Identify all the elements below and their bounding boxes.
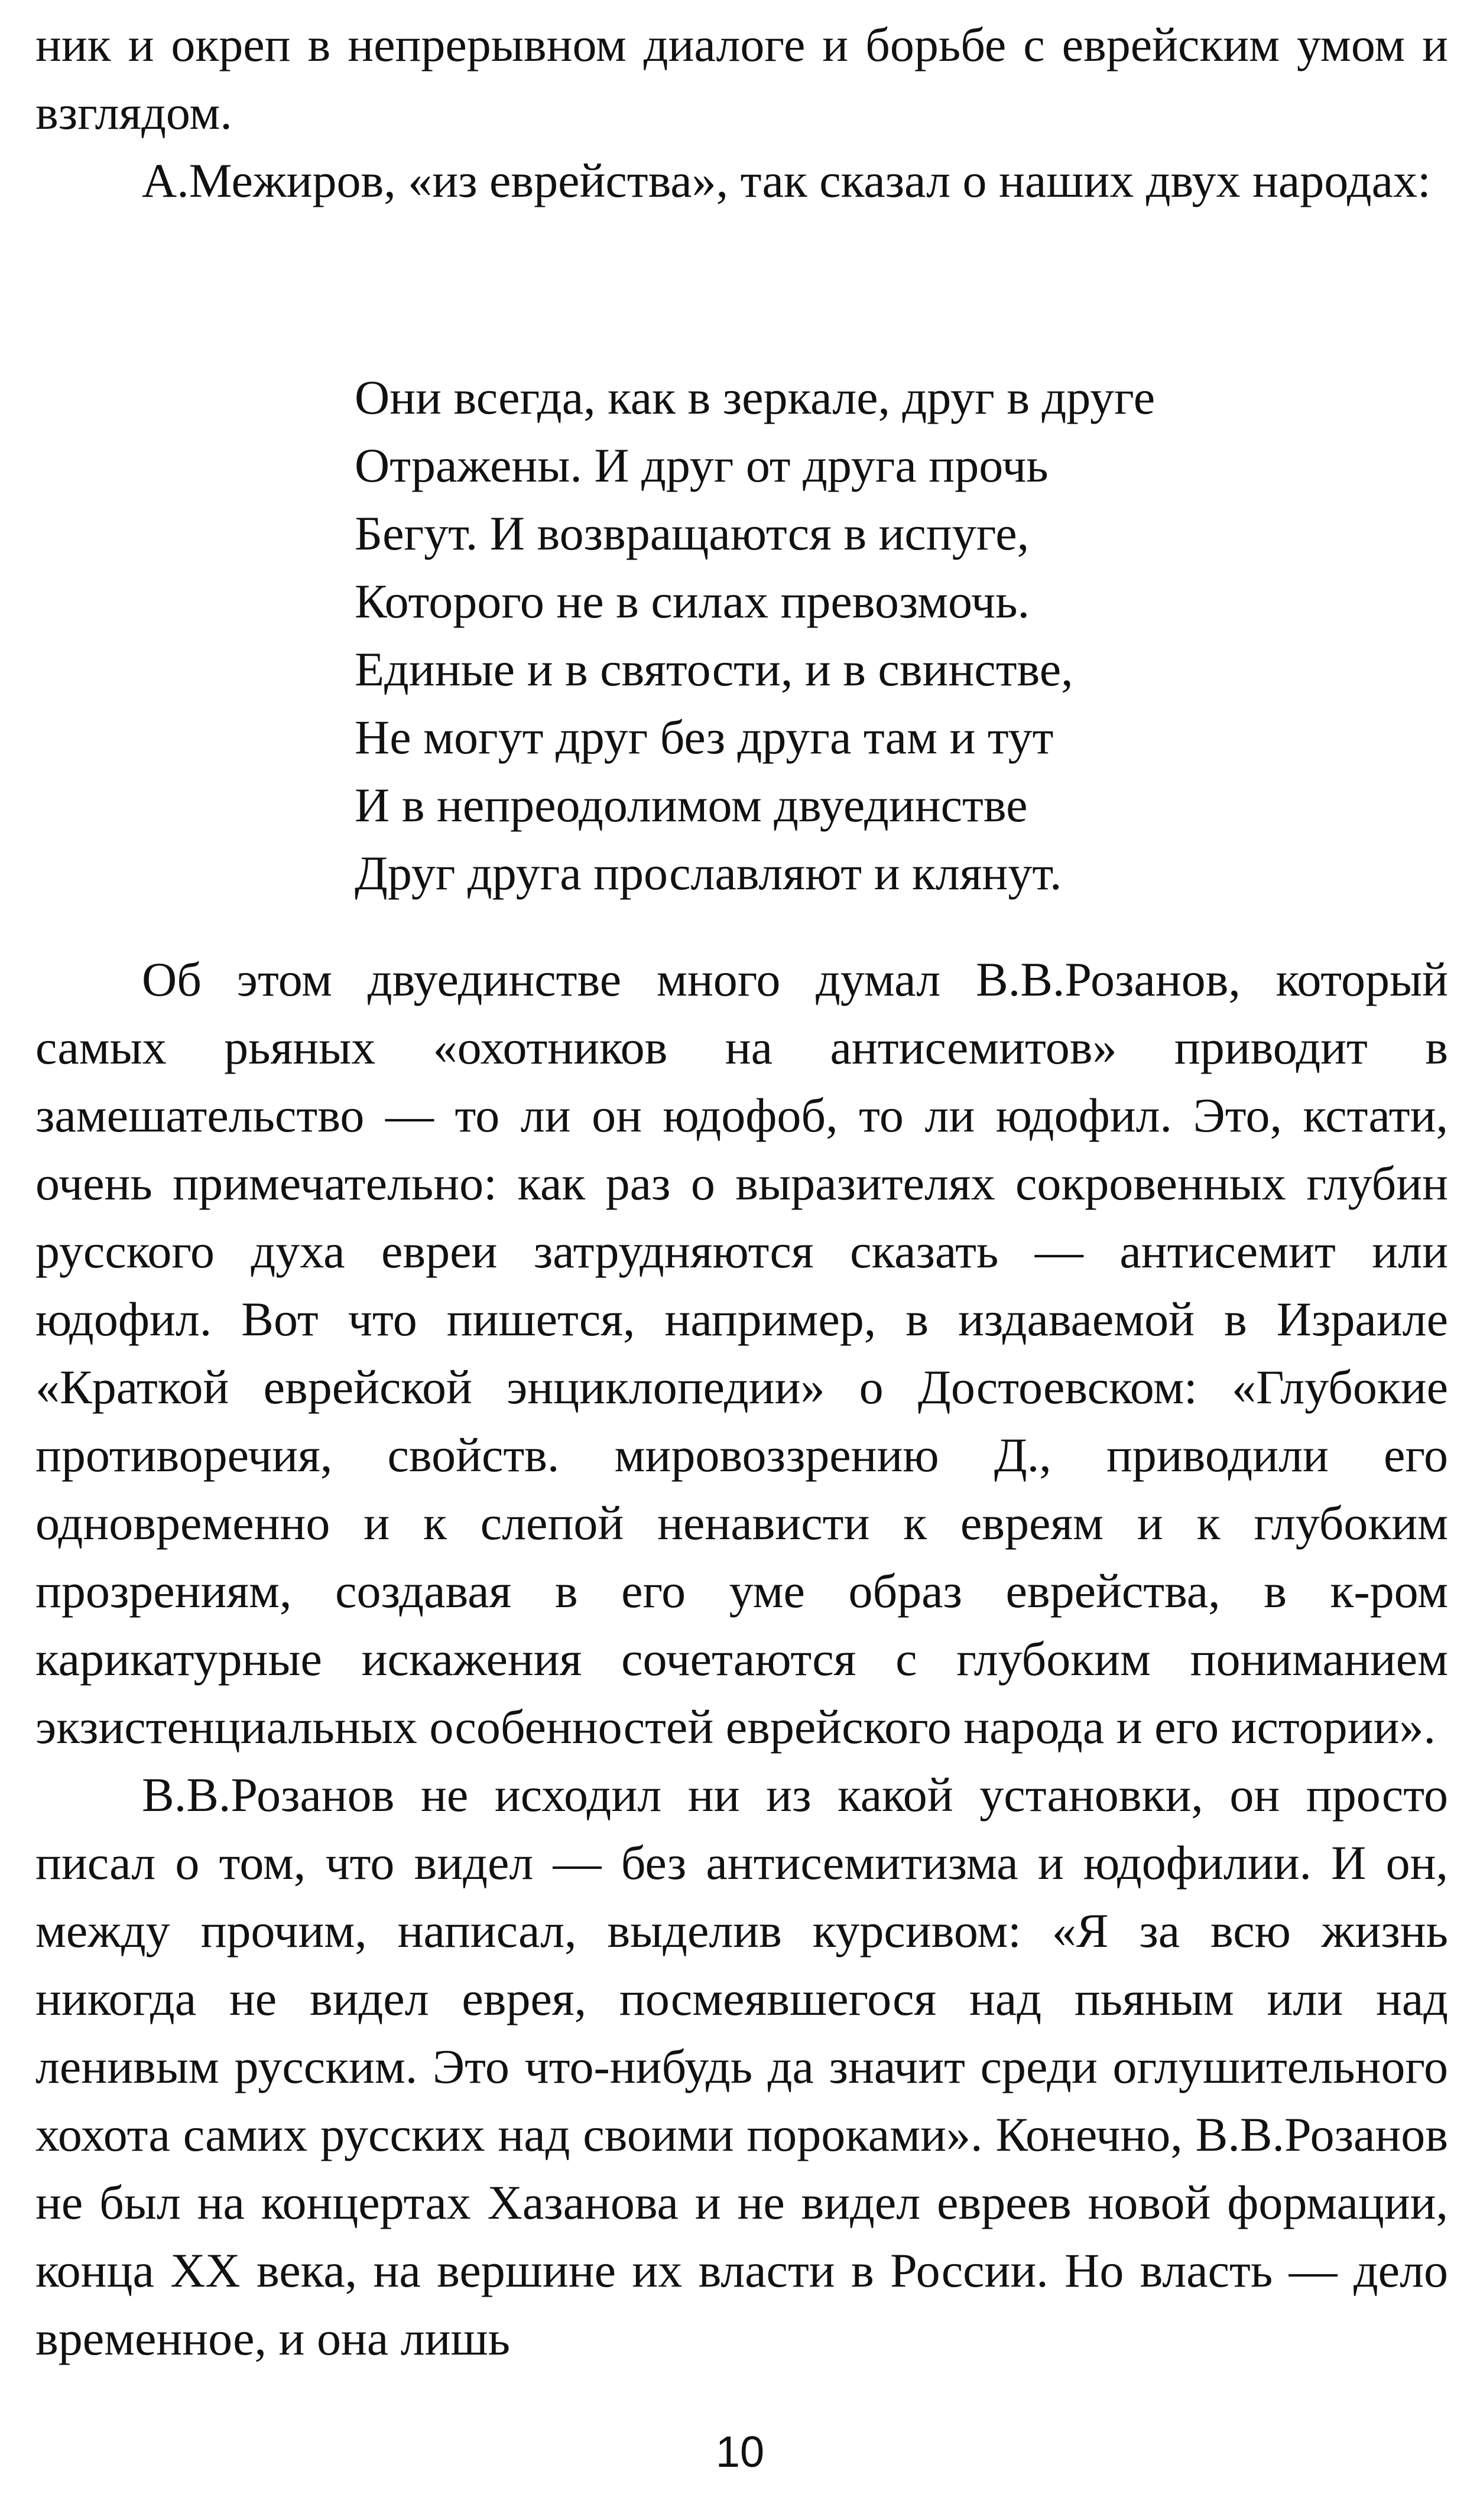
paragraph-rozanov-duality: Об этом двуединстве много думал В.В.Розанов, который самых рьяных «охотников на антисемитов» приводит в замешательство — то ли он юдофоб, то ли юдофил. Это, кстати, очень примечательно: как раз о выразителях сокровенных глубин русского духа евреи затрудняются сказать — антисемит или юдофил. Вот что пишется, например, в издаваемой в Израиле «Краткой еврейской энциклопедии» о Достоевском: «Глубокие противоречия, свойств. мировоззрению Д., приводили его одновременно и к слепой ненависти к евреям и к глубоким прозрениям, создавая в его уме образ еврейства, в к-ром карикатурные искажения сочетаются с глубоким пониманием экзистенциальных особенностей еврейского народа и его истории». [35,952,1448,1754]
paragraph-mezhirov-intro: А.Межиров, «из еврейства», так сказал о наших двух народах: [142,154,1431,207]
poem-line: Единые и в святости, и в свинстве, [355,642,1073,696]
text-block-bottom [35,945,1448,2372]
poem-quote [355,363,1419,907]
poem-line: Бегут. И возвращаются в испуге, [355,506,1030,560]
paragraph-rozanov-quote: В.В.Розанов не исходил ни из какой установки, он просто писал о том, что видел — без антисемитизма и юдофилии. И он, между прочим, написал, выделив курсивом: «Я за всю жизнь никогда не видел еврея, посмеявшегося над пьяным или над ленивым русским. Это что-нибудь да значит среди оглушительного хохота самих русских над своими пороками». Конечно, В.В.Розанов не был на концертах Хазанова и не видел евреев новой формации, конца XX века, на вершине их власти в России. Но власть — дело временное, и она лишь [35,1768,1448,2365]
poem-line: И в непреодолимом двуединстве [355,778,1028,832]
text-block-top [35,11,1448,214]
poem-line: Отражены. И друг от друга прочь [355,438,1049,492]
page-number: 10 [715,2427,765,2476]
poem-line: Они всегда, как в зеркале, друг в друге [355,370,1156,424]
poem-line: Не могут друг без друга там и тут [355,710,1054,764]
poem-line: Которого не в силах превозмочь. [355,574,1030,628]
poem-line: Друг друга прославляют и клянут. [355,846,1062,900]
paragraph-continuation: ник и окреп в непрерывном диалоге и борьбе с еврейским умом и взглядом. [35,18,1448,139]
